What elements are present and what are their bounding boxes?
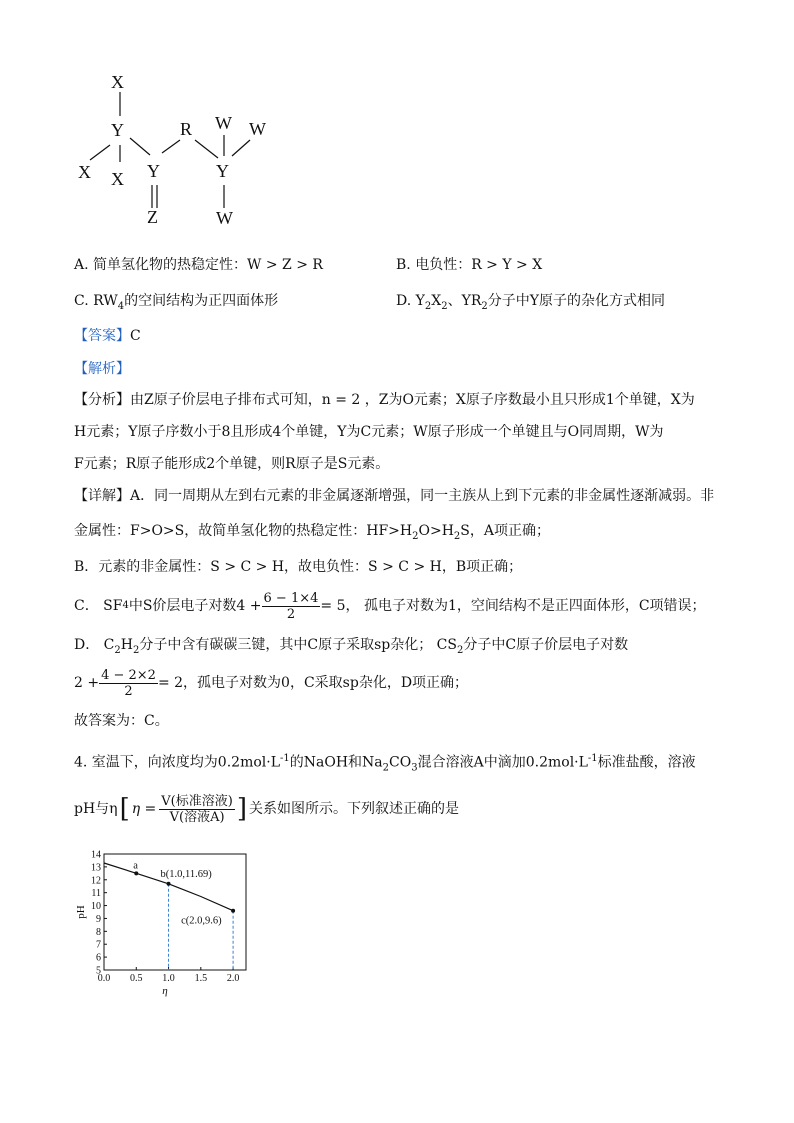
point-label: b(1.0,11.69) [160, 868, 212, 880]
y-tick-label: 6 [96, 952, 101, 964]
y-tick-label: 5 [96, 965, 101, 977]
bond-y-r [162, 140, 180, 153]
option-d: D. $Y_2X_2$、$YR_2$分子中Y原子的杂化方式相同 [396, 293, 666, 312]
x-tick-label: 0.5 [130, 973, 143, 984]
data-point [167, 882, 171, 886]
fraction-sf4: $\frac{6 - 1\times 4}{2}$ [263, 590, 319, 622]
detail-line-6: 2 + $\frac{4 - 2\times 2}{2}$ = 2，孤电子对数为0，C采取sp杂化，D项正确； [74, 667, 469, 699]
x-tick-label: 1.0 [162, 973, 175, 984]
question4-line-1: 4. 室温下，向浓度均为$0.2mol\cdot L^{-1}$的NaOH和$Na_2CO_3$混合溶液A中滴加$0.2mol\cdot L^{-1}$标准盐酸，溶液 [74, 753, 696, 774]
bond-y-w-right [232, 140, 250, 156]
atom-y-left: Y [111, 120, 124, 140]
option-b: B. 电负性：R > Y > X [396, 257, 543, 273]
detail-conclusion: 故答案为：C。 [74, 713, 169, 729]
fraction-eta: $\frac{\text{V(标准溶液)}}{\text{V(溶液A)}}$ [161, 793, 233, 825]
atom-y-right: Y [216, 161, 229, 181]
y-tick-label: 9 [96, 913, 101, 925]
question4-line-2: pH与η [ η = $\frac{\text{V(标准溶液)}}{\text{V(溶液A)}}$ ] 关系如图所示。下列叙述正确的是 [74, 793, 459, 825]
atom-x-bottom: X [111, 169, 124, 189]
answer-label: 【答案】 [74, 328, 130, 344]
atom-r: R [180, 119, 193, 139]
y-tick-label: 8 [96, 926, 101, 938]
atom-y-mid: Y [147, 161, 160, 181]
point-label: a [133, 860, 138, 872]
y-axis-label: pH [75, 905, 87, 919]
ph-chart [74, 846, 264, 1006]
analysis-line-2: H元素；Y原子序数小于8且形成4个单键，Y为C元素；W原子形成一个单键且与O同周期，W为 [74, 424, 664, 440]
y-tick-label: 11 [91, 888, 101, 900]
detail-line-1: 【详解】A．同一周期从左到右元素的非金属逐渐增强，同一主族从上到下元素的非金属性逐渐减弱。非 [74, 488, 715, 504]
analysis-line-1: 【分析】由Z原子价层电子排布式可知，n = 2 ，Z为O元素；X原子序数最小且只形成1个单键，X为 [74, 392, 695, 408]
answer-value: C [130, 328, 141, 344]
atom-w-top: W [215, 113, 232, 133]
bond-y-y [130, 138, 150, 155]
x-tick-label: 2.0 [226, 973, 240, 984]
atom-w-bottom: W [216, 208, 233, 228]
bond-y-x-left [90, 145, 110, 160]
data-point [134, 871, 138, 875]
option-a: A. 简单氢化物的热稳定性：W > Z > R [74, 257, 323, 273]
option-c: C. $RW_4$的空间结构为正四面体形 [74, 293, 279, 312]
x-axis-label: η [162, 985, 168, 997]
atom-x-top: X [111, 72, 124, 92]
y-tick-label: 10 [91, 901, 101, 913]
data-point [231, 909, 235, 913]
analysis-title: 【解析】 [74, 361, 130, 377]
answer [74, 327, 141, 345]
structure-bonds [60, 60, 300, 240]
y-tick-label: 12 [91, 875, 101, 887]
y-tick-label: 14 [91, 849, 101, 861]
x-tick-label: 1.5 [194, 973, 208, 984]
detail-line-4: C． SF 4 中S价层电子对数4 + $\frac{6 - 1\times 4}{2}$ = 5， 孤电子对数为1，空间结构不是正四面体形，C项错误； [74, 590, 706, 622]
detail-line-2: 金属性：F>O>S，故简单氢化物的热稳定性：$HF>H_2O>H_2S$，A项正确； [74, 523, 550, 542]
atom-x-left: X [78, 162, 91, 182]
analysis-line-3: F元素；R原子能形成2个单键，则R原子是S元素。 [74, 456, 390, 472]
point-label: c(2.0,9.6) [181, 915, 222, 927]
y-tick-label: 13 [91, 862, 101, 874]
atom-w-right: W [249, 119, 266, 139]
detail-line-3: B．元素的非金属性：S > C > H，故电负性：S > C > H，B项正确； [74, 559, 523, 575]
atom-z: Z [147, 207, 158, 227]
fraction-cs2: $\frac{4 - 2\times 2}{2}$ [101, 667, 156, 699]
bond-r-y [195, 140, 218, 158]
detail-line-5: D． $C_2H_2$分子中含有碳碳三键，其中C原子采取sp杂化； $CS_2$分子中C原子价层电子对数 [74, 637, 629, 656]
x-tick-label: 0.0 [97, 973, 111, 984]
y-tick-label: 7 [96, 939, 101, 951]
